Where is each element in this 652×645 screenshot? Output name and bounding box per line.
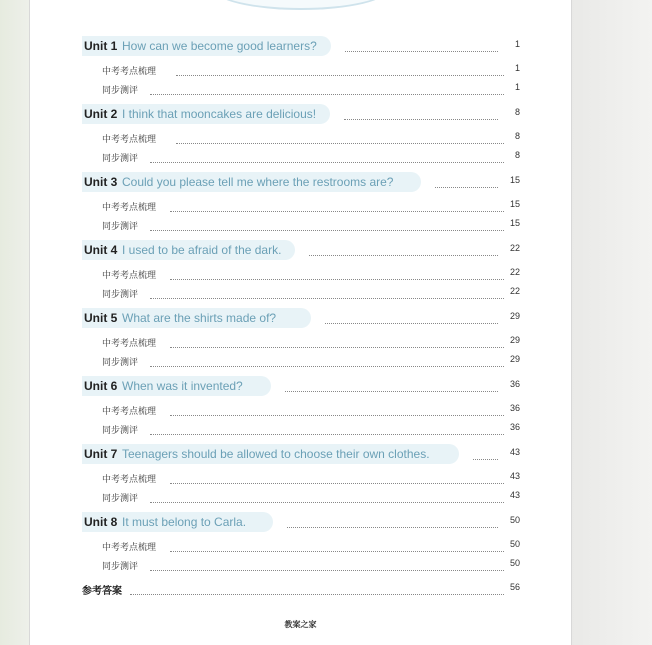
sub-section-label: 中考考点梳理 [102,406,157,416]
dot-leader [176,131,504,144]
page-footer: 教案之家 [284,619,317,629]
dot-leader [325,311,498,324]
sub-section-label: 同步测评 [102,85,139,95]
dot-leader [150,218,504,231]
page-number: 8 [514,131,520,141]
dot-leader [287,515,498,528]
page-number: 22 [509,267,520,277]
page-number: 15 [509,199,520,209]
dot-leader [170,539,504,552]
unit-title: I think that mooncakes are delicious! [122,107,317,121]
unit-number: Unit 8 [84,515,118,529]
sub-section-label: 同步测评 [102,561,139,571]
toc-unit-row[interactable] [30,378,571,396]
toc-sub-row[interactable] [30,266,571,284]
toc-unit-row[interactable] [30,514,571,532]
sub-section-label: 中考考点梳理 [102,134,157,144]
dot-leader [176,63,504,76]
dot-leader [170,403,504,416]
dot-leader [150,422,504,435]
unit-number: Unit 7 [84,447,118,461]
sub-section-label: 中考考点梳理 [102,270,157,280]
sub-section-label: 中考考点梳理 [102,202,157,212]
sub-section-label: 同步测评 [102,221,139,231]
dot-leader [345,39,498,52]
toc-sub-row[interactable] [30,538,571,556]
answers-label: 参考答案 [82,586,122,597]
dot-leader [150,490,504,503]
toc-sub-row[interactable] [30,130,571,148]
unit-title: When was it invented? [122,379,243,393]
sub-section-label: 同步测评 [102,153,139,163]
sub-section-label: 同步测评 [102,425,139,435]
page-number: 50 [509,558,520,568]
sub-section-label: 同步测评 [102,357,139,367]
page-number: 29 [509,311,520,321]
toc-unit-row[interactable] [30,242,571,260]
dot-leader [170,471,504,484]
toc-unit-row[interactable] [30,446,571,464]
page-number: 22 [509,243,520,253]
page-number: 50 [509,539,520,549]
toc-sub-row[interactable] [30,557,571,575]
page-number: 15 [509,175,520,185]
page-number: 15 [509,218,520,228]
page-number: 50 [509,515,520,525]
unit-title: How can we become good learners? [122,39,317,53]
unit-number: Unit 3 [84,175,118,189]
background-left [0,0,30,645]
sub-section-label: 中考考点梳理 [102,338,157,348]
unit-number: Unit 6 [84,379,118,393]
page-number: 1 [514,63,520,73]
page-number: 43 [509,471,520,481]
toc-sub-row[interactable] [30,62,571,80]
toc-sub-row[interactable] [30,217,571,235]
dot-leader [170,199,504,212]
dot-leader [150,354,504,367]
background-right [570,0,652,645]
dot-leader [473,447,498,460]
dot-leader [130,582,504,595]
page-number: 1 [514,39,520,49]
toc-unit-row[interactable] [30,310,571,328]
page-number: 36 [509,403,520,413]
toc-sub-row[interactable] [30,81,571,99]
sub-section-label: 同步测评 [102,493,139,503]
dot-leader [309,243,498,256]
toc-sub-row[interactable] [30,353,571,371]
unit-title: Teenagers should be allowed to choose their own clothes. [122,447,430,461]
dot-leader [435,175,498,188]
page-number: 29 [509,354,520,364]
document-page [29,0,572,645]
unit-title: It must belong to Carla. [122,515,247,529]
page-number: 43 [509,447,520,457]
toc-unit-row[interactable] [30,106,571,124]
toc-sub-row[interactable] [30,470,571,488]
unit-title: Could you please tell me where the restrooms are? [122,175,394,189]
sub-section-label: 中考考点梳理 [102,474,157,484]
toc-answers-row[interactable] [30,581,571,599]
toc-sub-row[interactable] [30,402,571,420]
title-decoration [213,0,389,10]
toc-sub-row[interactable] [30,421,571,439]
toc-sub-row[interactable] [30,198,571,216]
page-number: 8 [514,150,520,160]
toc-sub-row[interactable] [30,149,571,167]
toc-sub-row[interactable] [30,489,571,507]
dot-leader [344,107,498,120]
sub-section-label: 中考考点梳理 [102,66,157,76]
page-number: 36 [509,422,520,432]
sub-section-label: 同步测评 [102,289,139,299]
dot-leader [285,379,498,392]
toc-unit-row[interactable] [30,174,571,192]
dot-leader [170,335,504,348]
page-number: 36 [509,379,520,389]
unit-title: What are the shirts made of? [122,311,277,325]
page-number: 43 [509,490,520,500]
unit-title: I used to be afraid of the dark. [122,243,282,257]
dot-leader [150,558,504,571]
unit-number: Unit 4 [84,243,118,257]
unit-number: Unit 2 [84,107,118,121]
unit-number: Unit 1 [84,39,118,53]
dot-leader [150,150,504,163]
toc-unit-row[interactable] [30,38,571,56]
toc-sub-row[interactable] [30,334,571,352]
dot-leader [150,286,504,299]
dot-leader [170,267,504,280]
sub-section-label: 中考考点梳理 [102,542,157,552]
page-number: 29 [509,335,520,345]
toc-sub-row[interactable] [30,285,571,303]
page-number: 8 [514,107,520,117]
page-number: 56 [509,582,520,592]
page-number: 22 [509,286,520,296]
page-number: 1 [514,82,520,92]
dot-leader [150,82,504,95]
unit-number: Unit 5 [84,311,118,325]
